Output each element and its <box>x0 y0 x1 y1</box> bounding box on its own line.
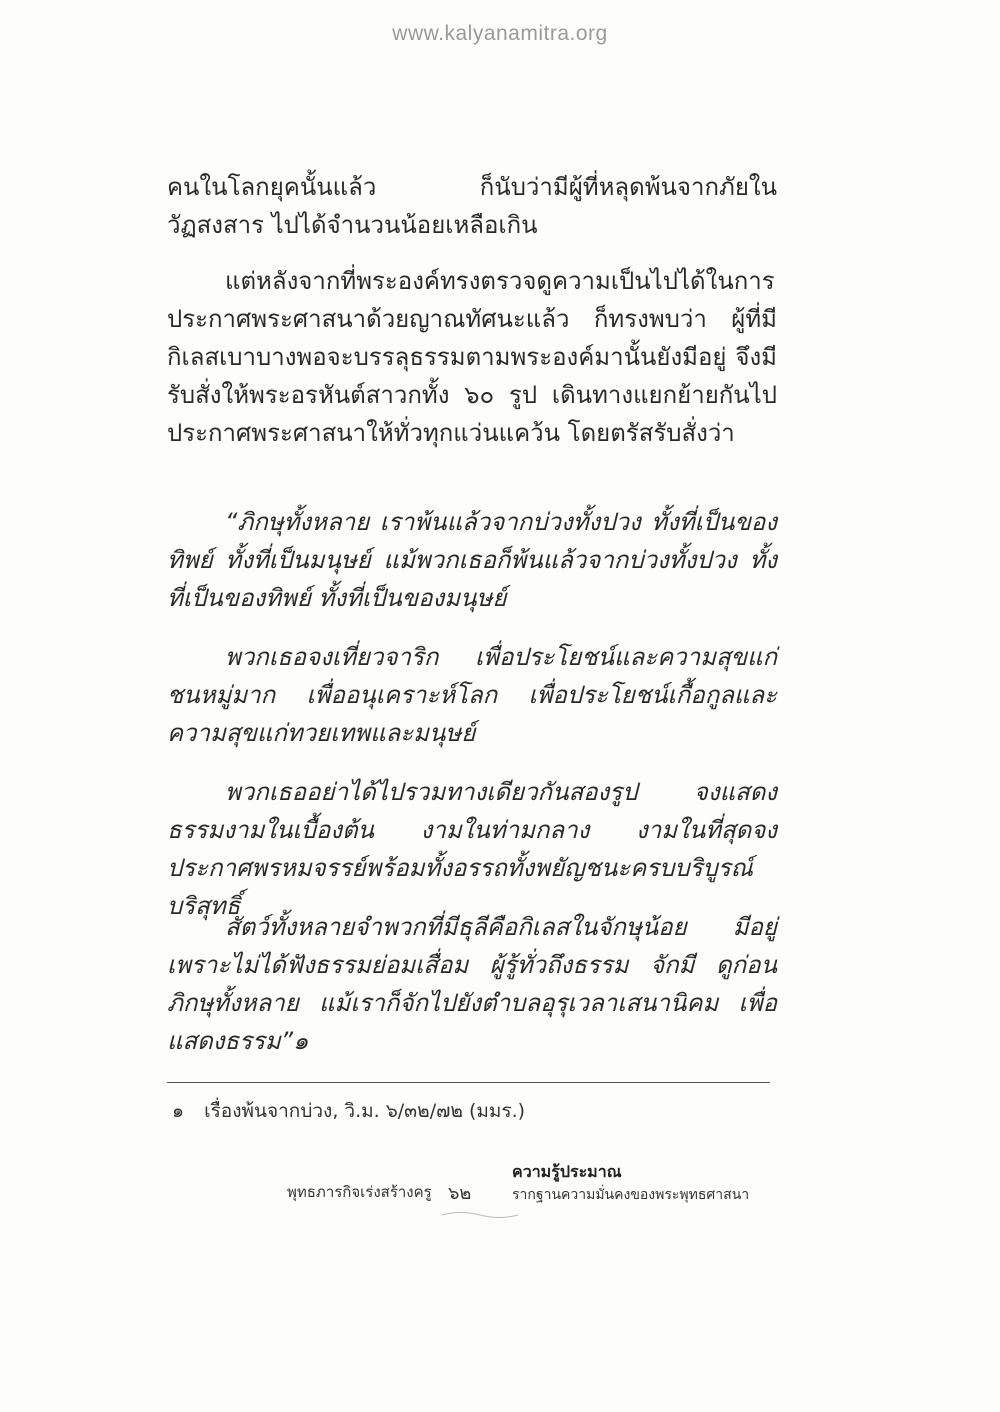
intro-paragraph-2: แต่หลังจากที่พระองค์ทรงตรวจดูความเป็นไปได้ในการประกาศพระศาสนาด้วยญาณทัศนะแล้ว ก็ทรงพบว่า ผู้ที่มีกิเลสเบาบางพอจะบรรลุธรรมตามพระองค์มานั้นยังมีอยู่ จึงมีรับสั่งให้พระอรหันต์สาวกทั้ง ๖๐ รูป เดินทางแยกย้ายกันไปประกาศพระศาสนาให้ทั่วทุกแว่นแคว้น โดยตรัสรับสั่งว่า <box>167 267 777 447</box>
ornament-icon <box>440 1210 520 1220</box>
quote-paragraph-1: “ภิกษุทั้งหลาย เราพ้นแล้วจากบ่วงทั้งปวง ทั้งที่เป็นของทิพย์ ทั้งที่เป็นมนุษย์ แม้พวกเธอก็พ้นแล้วจากบ่วงทั้งปวง ทั้งที่เป็นของทิพย์ ทั้งที่เป็นของมนุษย์ <box>167 508 777 612</box>
footer-chapter-subtitle: รากฐานความมั่นคงของพระพุทธศาสนา <box>512 1187 750 1203</box>
quote-paragraph-1-block <box>167 503 777 617</box>
quote-paragraph-3: พวกเธออย่าได้ไปรวมทางเดียวกันสองรูป จงแสดงธรรมงามในเบื้องต้น งามในท่ามกลาง งามในที่สุดจงประกาศพรหมจรรย์พร้อมทั้งอรรถทั้งพยัญชนะครบบริบูรณ์บริสุทธิ์ <box>167 778 777 920</box>
footer-book-title: พุทธภารกิจเร่งสร้างครู <box>287 1183 432 1201</box>
quote-paragraph-4-block <box>167 908 777 1060</box>
footnote <box>172 1096 525 1126</box>
quote-paragraph-2: พวกเธอจงเที่ยวจาริก เพื่อประโยชน์และความสุขแก่ชนหมู่มาก เพื่ออนุเคราะห์โลก เพื่อประโยชน์เกื้อกูลและความสุขแก่ทวยเทพและมนุษย์ <box>167 643 777 747</box>
page-number: ๖๒ <box>448 1183 472 1204</box>
intro-paragraph-1-block <box>167 168 777 244</box>
quote-paragraph-2-block <box>167 638 777 752</box>
intro-paragraph-1: คนในโลกยุคนั้นแล้ว ก็นับว่ามีผู้ที่หลุดพ้นจากภัยในวัฏสงสาร ไปได้จำนวนน้อยเหลือเกิน <box>167 173 777 239</box>
footnote-mark: ๑ <box>172 1100 185 1122</box>
footnote-divider <box>167 1082 770 1083</box>
footnote-text: เรื่องพ้นจากบ่วง, วิ.ม. ๖/๓๒/๗๒ (มมร.) <box>204 1100 526 1122</box>
footer-chapter-title: ความรู้ประมาณ <box>512 1162 622 1181</box>
quote-paragraph-3-block <box>167 773 777 925</box>
page-footer <box>0 1160 1000 1220</box>
intro-paragraph-2-block <box>167 262 777 452</box>
quote-paragraph-4: สัตว์ทั้งหลายจำพวกที่มีธุลีคือกิเลสในจักษุน้อย มีอยู่ เพราะไม่ได้ฟังธรรมย่อมเสื่อม ผู้รู้ทั่วถึงธรรม จักมี ดูก่อนภิกษุทั้งหลาย แม้เราก็จักไปยังตำบลอุรุเวลาเสนานิคม เพื่อแสดงธรรม”๑ <box>167 913 777 1055</box>
site-url: www.kalyanamitra.org <box>392 22 608 45</box>
